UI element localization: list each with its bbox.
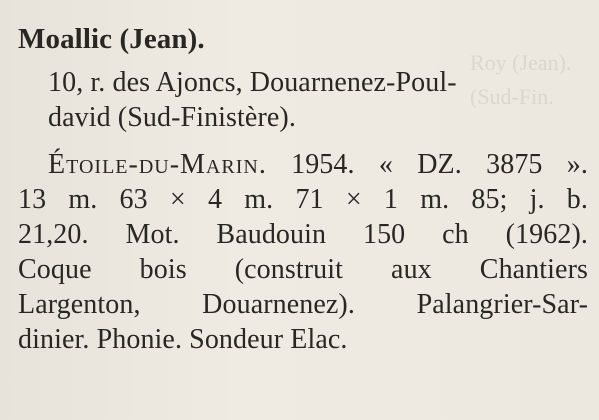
description-line: dinier. Phonie. Sondeur Elac. xyxy=(18,324,348,355)
bleed-through-line: Roy (Jean). xyxy=(470,50,572,75)
bleed-through-line: (Sud-Fin. xyxy=(470,84,554,109)
description-line: 13 m. 63 × 4 m. 71 × 1 m. 85; j. b. xyxy=(18,184,588,215)
entry-heading: Moallic (Jean). xyxy=(18,23,205,55)
directory-entry xyxy=(18,22,588,357)
vessel-name: Étoile-du-Marin. xyxy=(48,149,267,180)
description-line: 21,20. Mot. Baudouin 150 ch (1962). xyxy=(18,219,588,250)
description-line: Largenton, Douarnenez). Palangrier-Sar- xyxy=(18,289,588,320)
entry-address xyxy=(18,65,588,135)
vessel-description xyxy=(18,147,588,357)
description-line: Coque bois (construit aux Chantiers xyxy=(18,254,588,285)
vessel-registration: 1954. « DZ. 3875 ». xyxy=(266,149,588,180)
description-line xyxy=(18,147,588,182)
address-line: david (Sud-Finistère). xyxy=(48,102,296,133)
address-line: 10, r. des Ajoncs, Douarnenez-Poul- xyxy=(48,67,457,98)
